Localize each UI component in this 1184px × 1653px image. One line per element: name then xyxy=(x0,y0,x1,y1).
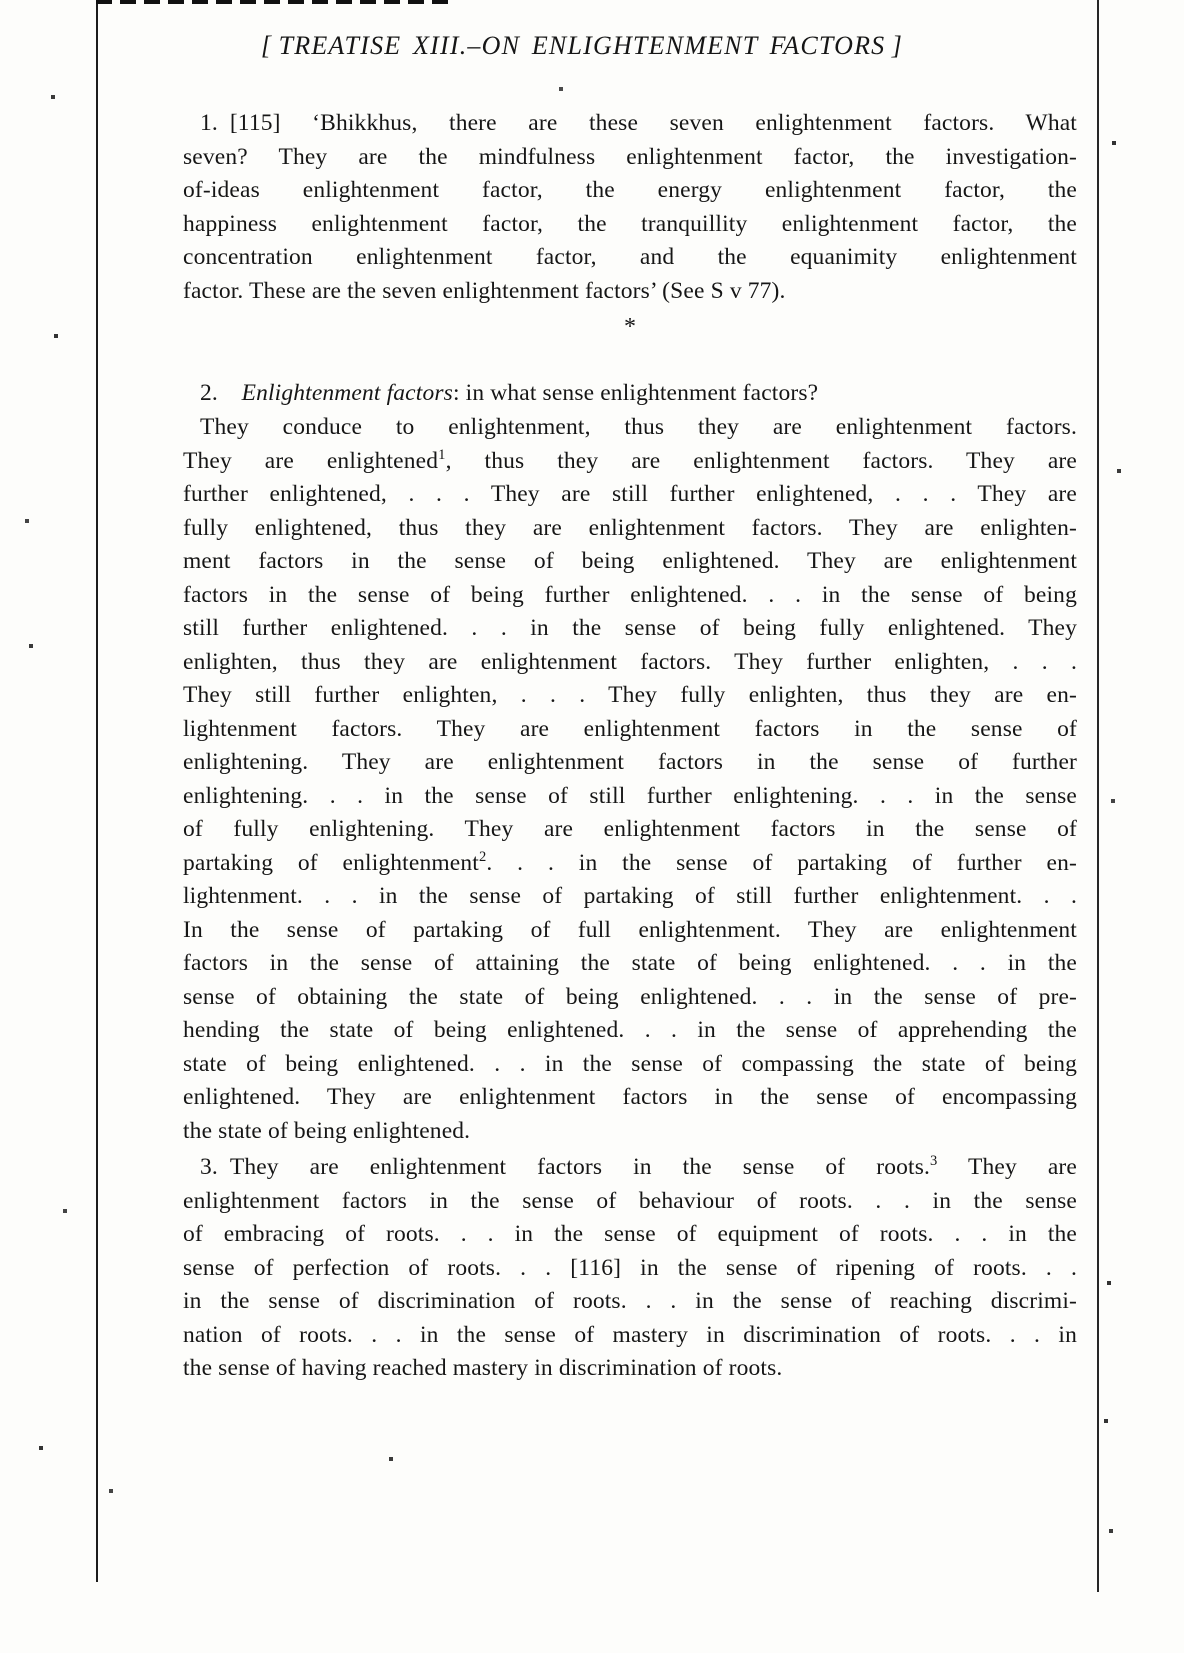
text-line: further enlightened, . . . They are still further enlightened, . . . They are xyxy=(183,481,1077,507)
text-line: sense of obtaining the state of being enlightened. . . in the sense of pre- xyxy=(183,983,1077,1010)
left-scan-line xyxy=(96,0,98,1582)
paragraph-1 xyxy=(183,107,1077,308)
text-line: lightenment factors. They are enlightenment factors in the sense of xyxy=(183,715,1077,742)
text-line: lightenment. . . in the sense of partaking of still further enlightenment. . . xyxy=(183,883,1077,909)
text-line: They still further enlighten, . . . They fully enlighten, thus they are en- xyxy=(183,682,1077,708)
text-line: enlightenment factors in the sense of behaviour of roots. . . in the sense xyxy=(183,1187,1077,1214)
text-line: ment factors in the sense of being enlightened. They are enlightenment xyxy=(183,548,1077,574)
section-separator-asterisk: * xyxy=(624,314,636,340)
text-line: enlighten, thus they are enlightenment factors. They further enlighten, . . . xyxy=(183,648,1077,675)
text-line: enlightening. . . in the sense of still further enlightening. . . in the sense xyxy=(183,782,1077,809)
text-line: enlightened. They are enlightenment factors in the sense of encompassing xyxy=(183,1084,1077,1110)
text-line: still further enlightened. . . in the sense of being fully enlightened. They xyxy=(183,615,1077,641)
text-line: concentration enlightenment factor, and the equanimity enlightenment xyxy=(183,244,1077,270)
text-line: happiness enlightenment factor, the tranquillity enlightenment factor, the xyxy=(183,210,1077,237)
top-scan-line xyxy=(96,0,448,4)
text-line: 3. They are enlightenment factors in the sense of roots.$^3$ They are xyxy=(200,1153,1077,1180)
page-title: [ TREATISE XIII.–ON ENLIGHTENMENT FACTORS ] xyxy=(260,31,904,60)
text-line: They are enlightened$^1$, thus they are enlightenment factors. They are xyxy=(183,446,1077,474)
text-line: of fully enlightening. They are enlightenment factors in the sense of xyxy=(183,816,1077,842)
text-line: of-ideas enlightenment factor, the energy enlightenment factor, the xyxy=(183,177,1077,203)
text-line: sense of perfection of roots. . . [116] in the sense of ripening of roots. . . xyxy=(183,1254,1077,1281)
paragraph-2-heading xyxy=(183,377,1077,411)
text-line: in the sense of discrimination of roots. . . in the sense of reaching discrimi- xyxy=(183,1288,1077,1314)
paragraph-2 xyxy=(183,411,1077,1148)
text-line: state of being enlightened. . . in the sense of compassing the state of being xyxy=(183,1050,1077,1077)
text-line: hending the state of being enlightened. . . in the sense of apprehending the xyxy=(183,1017,1077,1043)
scan-speckles xyxy=(0,0,2,2)
text-line: of embracing of roots. . . in the sense of equipment of roots. . . in the xyxy=(183,1221,1077,1247)
text-line: nation of roots. . . in the sense of mastery in discrimination of roots. . . in xyxy=(183,1321,1077,1348)
text-line: fully enlightened, thus they are enlightenment factors. They are enlighten- xyxy=(183,514,1077,541)
text-line: the state of being enlightened. xyxy=(183,1117,471,1144)
paragraph-3 xyxy=(183,1151,1077,1386)
text-line: factors in the sense of attaining the state of being enlightened. . . in the xyxy=(183,950,1077,976)
right-scan-line xyxy=(1097,0,1099,1592)
text-line: enlightening. They are enlightenment factors in the sense of further xyxy=(183,749,1077,775)
text-line: seven? They are the mindfulness enlightenment factor, the investigation- xyxy=(183,143,1077,170)
text-line: partaking of enlightenment$^2$. . . in the sense of partaking of further en- xyxy=(183,848,1077,876)
text-line: factor. These are the seven enlightenment factors’ (See S v 77). xyxy=(183,277,786,304)
text-line: 1. [115] ‘Bhikkhus, there are these seven enlightenment factors. What xyxy=(200,110,1077,136)
text-line: They conduce to enlightenment, thus they are enlightenment factors. xyxy=(200,414,1077,440)
text-line: 2. Enlightenment factors: in what sense enlightenment factors? xyxy=(200,380,819,406)
text-line: In the sense of partaking of full enlightenment. They are enlightenment xyxy=(183,916,1077,943)
text-line: factors in the sense of being further enlightened. . . in the sense of being xyxy=(183,581,1077,608)
text-line: the sense of having reached mastery in discrimination of roots. xyxy=(183,1355,783,1381)
